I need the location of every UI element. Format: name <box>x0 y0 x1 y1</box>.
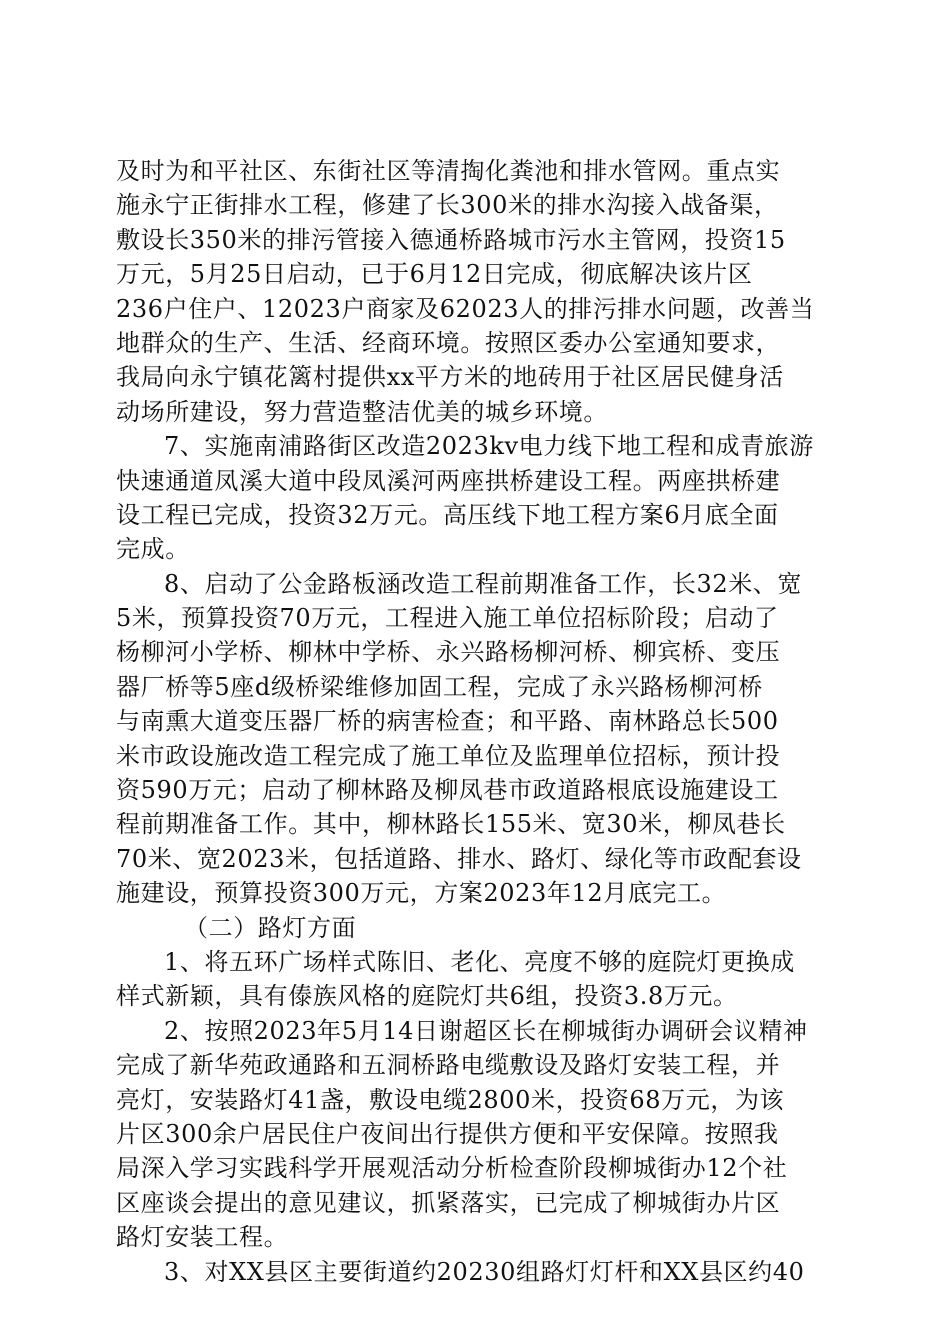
paragraph-start-line: 1、将五环广场样式陈旧、老化、亮度不够的庭院灯更换成 <box>164 947 795 976</box>
text-line: 70米、宽2023米，包括道路、排水、路灯、绿化等市政配套设 <box>116 844 802 873</box>
paragraph-start-line: 2、按照2023年5月14日谢超区长在柳城街办调研会议精神 <box>164 1016 808 1045</box>
text-line: 米市政设施改造工程完成了施工单位及监理单位招标，预计投 <box>116 741 781 770</box>
text-line: 施建设，预算投资300万元，方案2023年12月底完工。 <box>116 879 727 908</box>
text-line: 设工程已完成，投资32万元。高压线下地工程方案6月底全面 <box>116 500 779 529</box>
text-line: 及时为和平社区、东街社区等清掏化粪池和排水管网。重点实 <box>116 157 781 185</box>
text-line: 万元，5月25日启动，已于6月12日完成，彻底解决该片区 <box>116 260 753 289</box>
text-line: 路灯安装工程。 <box>116 1223 289 1252</box>
text-line: 5米，预算投资70万元，工程进入施工单位招标阶段；启动了 <box>116 604 779 633</box>
text-line: 与南熏大道变压器厂桥的病害检查；和平路、南林路总长500 <box>116 707 779 736</box>
text-line: 236户住户、12023户商家及62023人的排污排水问题，改善当 <box>116 294 815 323</box>
text-line: 动场所建设，努力营造整洁优美的城乡环境。 <box>116 397 608 426</box>
text-line: 敷设长350米的排污管接入德通桥路城市污水主管网，投资15 <box>116 225 786 254</box>
text-line: 资590万元；启动了柳林路及柳凤巷市政道路根底设施建设工 <box>116 776 779 805</box>
text-line: 完成。 <box>116 535 190 564</box>
paragraph-start-line: 3、对XX县区主要街道约20230组路灯灯杆和XX县区约40 <box>164 1257 805 1286</box>
text-line: 快速通道凤溪大道中段凤溪河两座拱桥建设工程。两座拱桥建 <box>116 466 781 495</box>
text-line: 地群众的生产、生活、经商环境。按照区委办公室通知要求， <box>116 328 781 357</box>
text-line: 局深入学习实践科学开展观活动分析检查阶段柳城街办12个社 <box>116 1154 788 1183</box>
text-line: 杨柳河小学桥、柳林中学桥、永兴路杨柳河桥、柳宾桥、变压 <box>116 638 781 667</box>
text-line: 区座谈会提出的意见建议，抓紧落实，已完成了柳城街办片区 <box>116 1188 781 1217</box>
text-line: 完成了新华苑政通路和五洞桥路电缆敷设及路灯安装工程，并 <box>116 1051 781 1080</box>
text-line: 我局向永宁镇花篱村提供xx平方米的地砖用于社区居民健身活 <box>116 363 784 392</box>
text-line: 样式新颖，具有傣族风格的庭院灯共6组，投资3.8万元。 <box>116 982 738 1011</box>
body-text <box>116 154 836 1289</box>
paragraph-start-line: 7、实施南浦路街区改造2023kv电力线下地工程和成青旅游 <box>164 432 814 461</box>
text-line: 亮灯，安装路灯41盏，敷设电缆2800米，投资68万元，为该 <box>116 1085 785 1114</box>
text-line: 片区300余户居民住户夜间出行提供方便和平安保障。按照我 <box>116 1119 779 1148</box>
text-line: 程前期准备工作。其中，柳林路长155米、宽30米，柳凤巷长 <box>116 810 786 839</box>
paragraph-start-line: 8、启动了公金路板涵改造工程前期准备工作，长32米、宽 <box>164 569 803 598</box>
text-line: 施永宁正街排水工程，修建了长300米的排水沟接入战备渠， <box>116 191 779 220</box>
text-line: 器厂桥等5座d级桥梁维修加固工程，完成了永兴路杨柳河桥 <box>116 672 763 701</box>
section-heading: （二）路灯方面 <box>184 913 357 942</box>
